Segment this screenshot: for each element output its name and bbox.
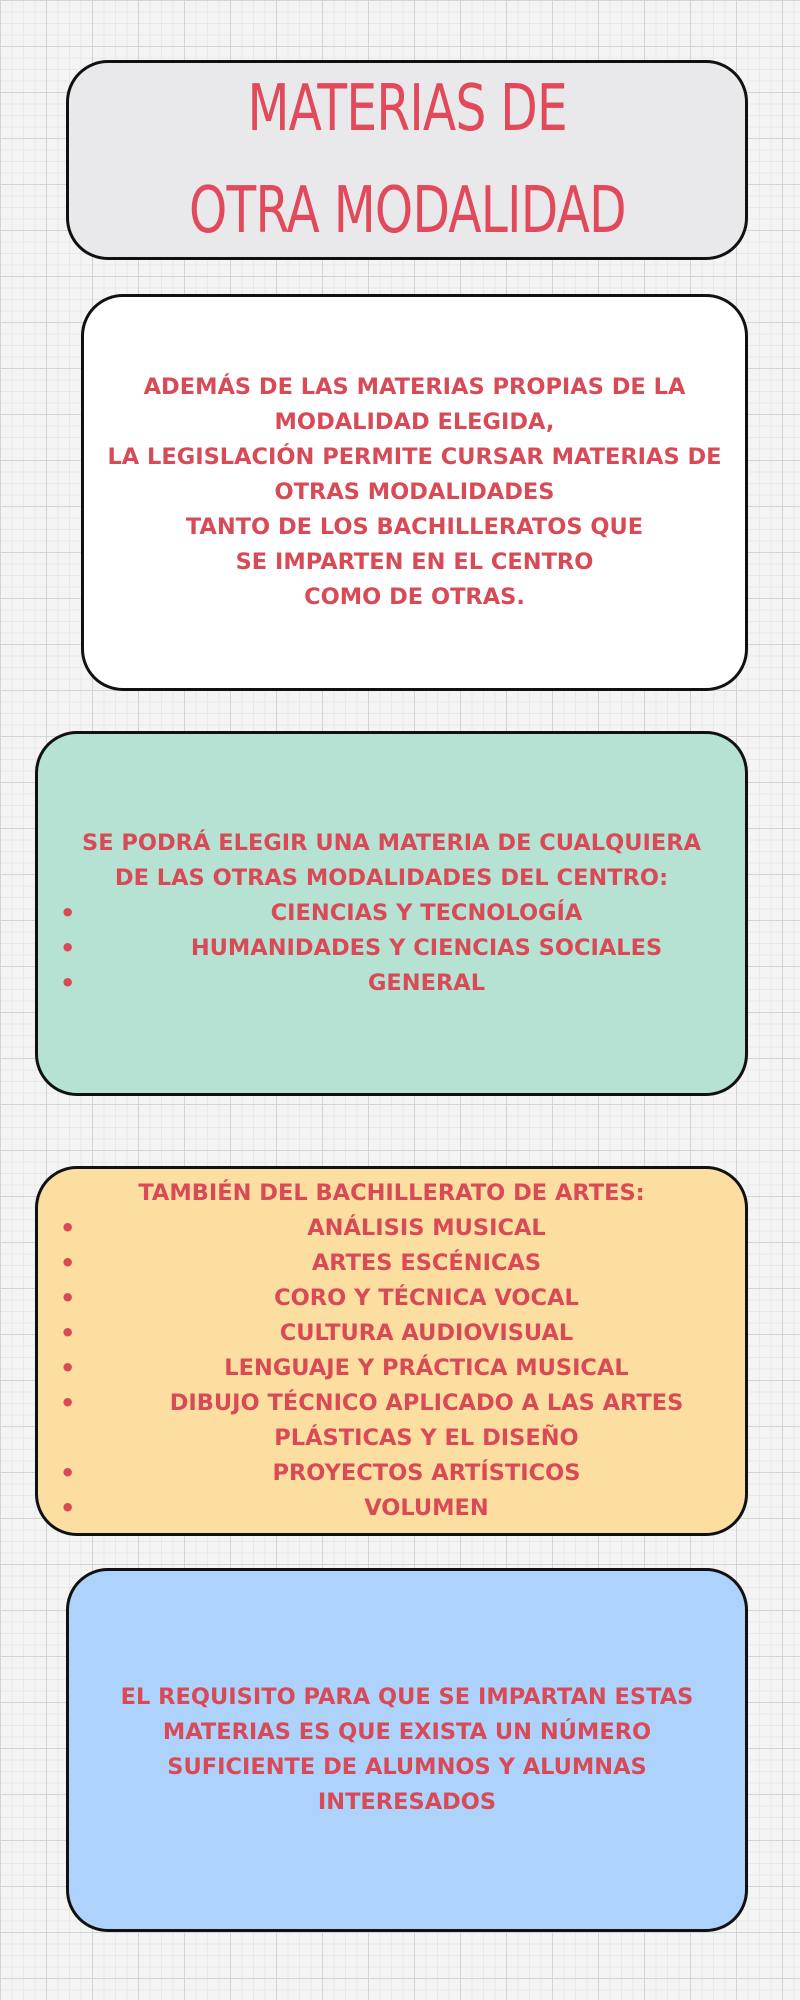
centro-modalidades-card [35,731,748,1096]
requisito-card [66,1568,748,1932]
intro-card [81,294,748,691]
list-item: • HUMANIDADES Y CIENCIAS SOCIALES [38,931,745,966]
artes-materias-list [38,1211,745,1526]
artes-card [35,1166,748,1536]
intro-line: ADEMÁS DE LAS MATERIAS PROPIAS DE LA [143,374,686,400]
intro-line: OTRAS MODALIDADES [274,479,555,505]
centro-lead-text: SE PODRÁ ELEGIR UNA MATERIA DE CUALQUIERA DE LAS OTRAS MODALIDADES DEL CENTRO: [81,830,701,891]
page-title-line-2: OTRA MODALIDAD [188,174,626,248]
requisito-text: EL REQUISITO PARA QUE SE IMPARTAN ESTAS MATERIAS ES QUE EXISTA UN NÚMERO SUFICIENTE DE ALUMNOS Y ALUMNAS INTERESADOS [120,1684,694,1815]
intro-line: TANTO DE LOS BACHILLERATOS QUE [185,514,644,540]
page-title-line-1: MATERIAS DE [247,72,567,146]
list-item: • VOLUMEN [38,1491,745,1526]
centro-modalidades-list [38,896,745,1001]
list-item: • DIBUJO TÉCNICO APLICADO A LAS ARTES PLÁSTICAS Y EL DISEÑO [38,1386,745,1456]
list-item: • ARTES ESCÉNICAS [38,1246,745,1281]
intro-line: MODALIDAD ELEGIDA, [274,409,555,435]
list-item: • CORO Y TÉCNICA VOCAL [38,1281,745,1316]
list-item: • CULTURA AUDIOVISUAL [38,1316,745,1351]
list-item: • ANÁLISIS MUSICAL [38,1211,745,1246]
title-card [66,60,748,260]
artes-lead-text: TAMBIÉN DEL BACHILLERATO DE ARTES: [138,1180,645,1206]
list-item: • LENGUAJE Y PRÁCTICA MUSICAL [38,1351,745,1386]
list-item: • PROYECTOS ARTÍSTICOS [38,1456,745,1491]
intro-line: SE IMPARTEN EN EL CENTRO [235,549,594,575]
intro-line: LA LEGISLACIÓN PERMITE CURSAR MATERIAS DE [107,444,722,470]
list-item: • CIENCIAS Y TECNOLOGÍA [38,896,745,931]
intro-line: COMO DE OTRAS. [304,584,525,610]
list-item: • GENERAL [38,966,745,1001]
